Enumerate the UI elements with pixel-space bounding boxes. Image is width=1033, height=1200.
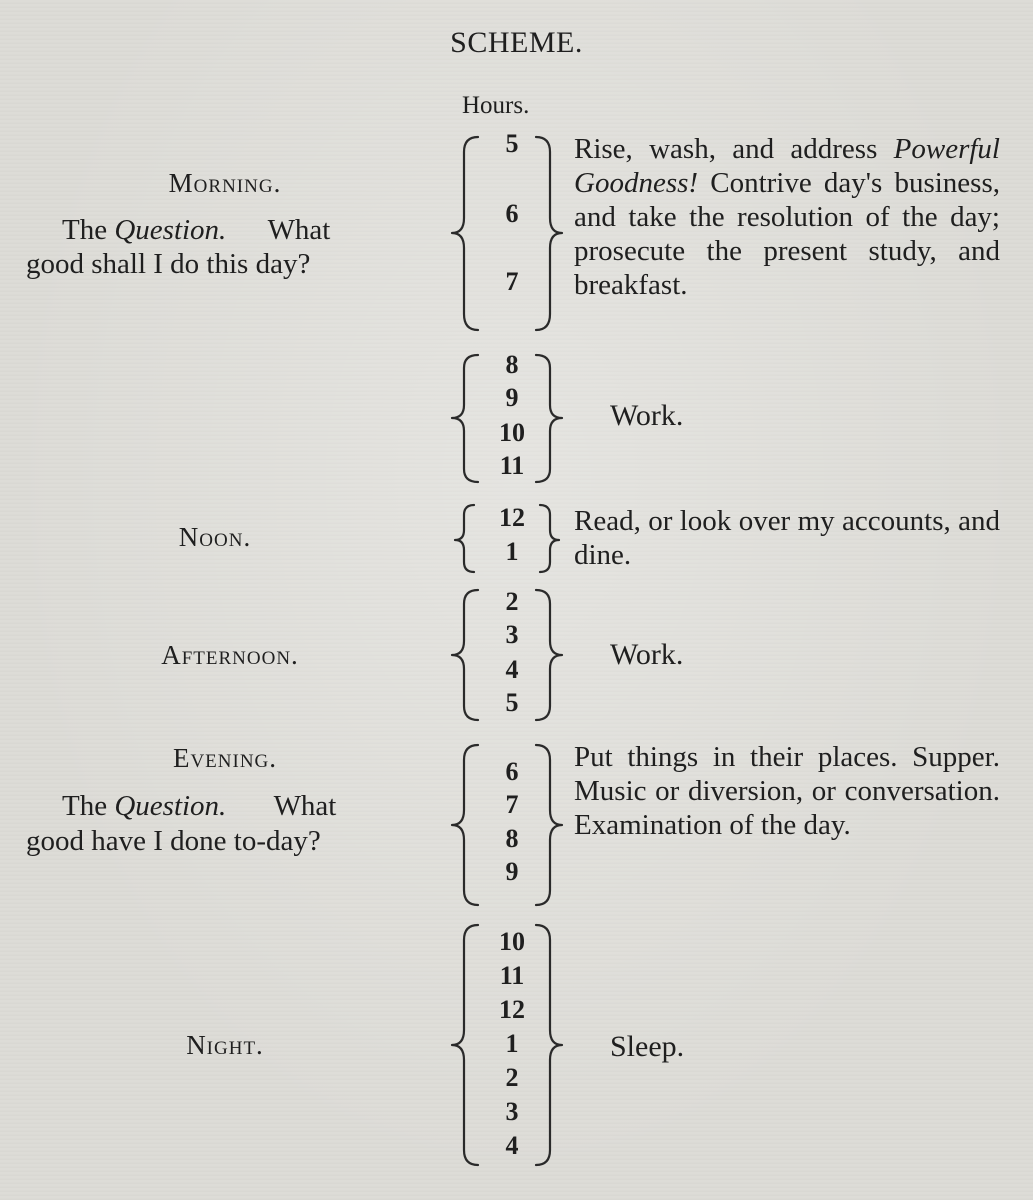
morning-right-bracket [536,137,562,330]
hour-noon-1: 1 [505,537,519,566]
section-label-evening: Evening. [172,743,278,773]
night-activity: Sleep. [610,1030,685,1063]
hour-morning-6: 6 [505,199,519,228]
hour-night-3: 3 [505,1097,519,1126]
work1-left-bracket [452,355,478,482]
page-title: SCHEME. [450,26,583,59]
evening-question-word: Question. [114,790,227,822]
afternoon-activity: Work. [610,638,684,671]
hour-morning-5: 5 [505,129,519,158]
evening-question-suffix: What [273,790,337,822]
hour-evening-7: 7 [505,790,519,819]
hours-column-header: Hours. [462,92,530,119]
hour-work1-8: 8 [505,350,519,379]
noon-left-bracket [455,505,474,572]
evening-left-bracket [452,745,478,905]
morning-question-line1 [62,214,330,247]
morning-question-prefix: The [62,214,108,246]
hour-night-1: 1 [505,1029,519,1058]
section-label-afternoon: Afternoon. [161,640,299,670]
noon-right-bracket [540,505,559,572]
hour-afternoon-4: 4 [505,655,519,684]
morning-description [574,132,1000,302]
hour-work1-9: 9 [505,383,519,412]
hour-night-12: 12 [499,995,525,1024]
hour-work1-10: 10 [499,418,525,447]
hour-night-11: 11 [499,961,525,990]
section-label-noon: Noon. [178,522,252,552]
hour-night-4: 4 [505,1131,519,1160]
morning-question-word: Question. [114,214,227,246]
morning-left-bracket [452,137,478,330]
hour-evening-8: 8 [505,824,519,853]
evening-question-line1 [62,790,336,823]
hour-morning-7: 7 [505,267,519,296]
night-left-bracket [452,925,478,1165]
hour-evening-9: 9 [505,857,519,886]
evening-question-line2: good have I done to-day? [26,825,321,857]
morning-desc-part1: Rise, wash, and address [574,133,878,165]
morning-question-line2: good shall I do this day? [26,248,311,280]
evening-question-prefix: The [62,790,108,822]
noon-activity: Read, or look over my accounts, and dine. [574,505,1000,571]
evening-activity: Put things in their places. Supper. Music or diversion, or conversation. Examination of the day. [574,741,1000,841]
hour-noon-12: 12 [499,503,525,532]
hour-afternoon-2: 2 [505,587,519,616]
work1-activity: Work. [610,399,684,432]
morning-desc-part2: Contrive day's business, and take the resolution of the day; prosecute the present study, and breakfast. [574,167,1001,301]
hour-night-10: 10 [499,927,525,956]
morning-desc-italic: Powerful Goodness! [574,133,1000,199]
hour-night-2: 2 [505,1063,519,1092]
section-label-morning: Morning. [168,168,282,198]
hour-work1-11: 11 [499,451,525,480]
section-label-night: Night. [186,1030,264,1060]
hour-afternoon-5: 5 [505,688,519,717]
hour-evening-6: 6 [505,757,519,786]
morning-question-suffix: What [267,214,331,246]
afternoon-left-bracket [452,590,478,720]
hour-afternoon-3: 3 [505,620,519,649]
